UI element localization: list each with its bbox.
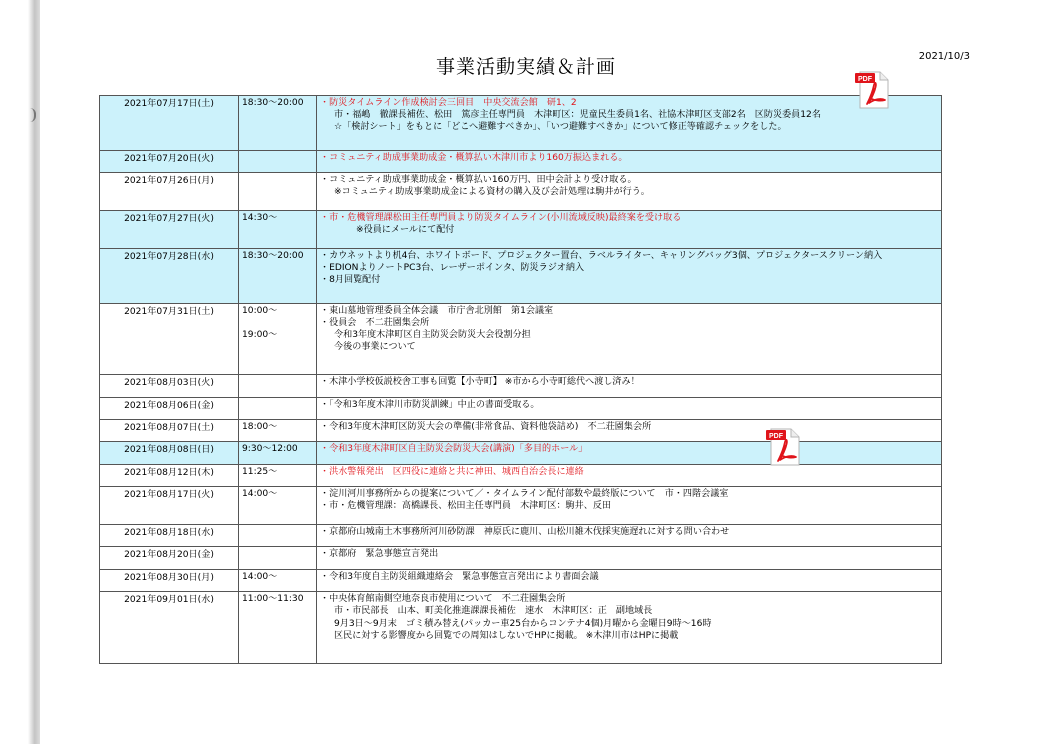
description-line: 区民に対する影響度から回覧での周知はしないでHPに掲載。 ※木津川市はHPに掲載 — [334, 630, 679, 641]
row-time — [239, 487, 317, 525]
row-time — [239, 547, 317, 569]
description-line: ・令和3年度木津町区防災大会の準備(非常食品、資料他袋詰め) 不二荘園集会所 — [320, 422, 652, 433]
table-row — [100, 487, 942, 525]
table-row — [100, 525, 942, 547]
row-time-text: 18:30～20:00 — [242, 98, 304, 108]
description-line: ・「令和3年度木津川市防災訓練」中止の書面受取る。 — [320, 399, 540, 410]
row-time-text: 14:30～ — [242, 213, 278, 224]
table-row — [100, 442, 942, 464]
table-row — [100, 303, 942, 375]
description-line: ・洪水警報発出 区四役に連絡と共に神田、城西自治会長に連絡 — [320, 466, 584, 477]
description-line: 今後の事業について — [334, 342, 416, 353]
table-row — [100, 592, 942, 664]
row-time-text: 14:00～ — [242, 489, 278, 500]
row-date: 2021年08月30日(月) — [100, 569, 239, 591]
description-line: ・8月回覧配付 — [320, 275, 381, 286]
table-row — [100, 173, 942, 211]
row-time — [239, 569, 317, 591]
row-time — [239, 525, 317, 547]
row-description — [317, 569, 942, 591]
row-time — [239, 442, 317, 464]
row-time — [239, 592, 317, 664]
row-description — [317, 525, 942, 547]
description-line: ※コミュニティ助成事業助成金による資材の購入及び会計処理は駒井が行う。 — [334, 187, 650, 198]
description-line: ※役員にメールにて配付 — [356, 225, 455, 236]
row-time-text: 10:00～ — [242, 305, 278, 316]
description-line: ☆「検討シート」をもとに「どこへ避難すべきか」、「いつ避難すべきか」について修正等確認チェックをした。 — [334, 122, 787, 133]
row-time — [239, 397, 317, 419]
row-date: 2021年07月27日(火) — [100, 211, 239, 249]
row-date: 2021年08月18日(水) — [100, 525, 239, 547]
row-date: 2021年08月07日(土) — [100, 420, 239, 442]
row-time-text: 9:30～12:00 — [242, 444, 298, 455]
description-line: ・市・危機管理課：高橋課長、松田主任専門員 木津町区：駒井、反田 — [320, 501, 612, 512]
table-row — [100, 464, 942, 486]
svg-text:PDF: PDF — [769, 433, 783, 440]
row-description — [317, 150, 942, 172]
description-line: ・カウネットより机4台、ホワイトボード、プロジェクター置台、ラベルライター、キャリングバッグ3個、プロジェクタースクリーン納入 — [320, 250, 883, 261]
row-time — [239, 173, 317, 211]
description-line: ・東山墓地管理委員全体会議 市庁舎北別館 第1会議室 — [320, 305, 554, 316]
row-time-text: 11:00～11:30 — [242, 594, 304, 605]
description-line: ・コミュニティ助成事業助成金・概算払い木津川市より160万振込まれる。 — [320, 152, 628, 163]
table-row — [100, 569, 942, 591]
row-time — [239, 211, 317, 249]
row-time — [239, 420, 317, 442]
row-date: 2021年07月26日(月) — [100, 173, 239, 211]
description-line: ・淀川河川事務所からの提案について／・タイムライン配付部数や最終版について 市・四階会議室 — [320, 489, 729, 500]
table-row — [100, 420, 942, 442]
row-date: 2021年09月01日(水) — [100, 592, 239, 664]
description-line: ・京都府山城南土木事務所河川砂防課 神原氏に鹿川、山松川雑木伐採実施遅れに対する問い合わせ — [320, 527, 730, 538]
row-time-text: 11:25～ — [242, 466, 278, 477]
row-time — [239, 464, 317, 486]
row-time — [239, 248, 317, 303]
row-time-text: 18:00～ — [242, 422, 278, 433]
table-row — [100, 375, 942, 397]
row-description — [317, 303, 942, 375]
row-time — [239, 375, 317, 397]
table-row — [100, 150, 942, 172]
row-description — [317, 592, 942, 664]
row-description — [317, 375, 942, 397]
description-line: ・京都府 緊急事態宣言発出 — [320, 549, 439, 560]
row-time-text: 14:00～ — [242, 571, 278, 582]
description-line: ・EDIONよりノートPC3台、レーザーポインタ、防災ラジオ納入 — [320, 263, 585, 274]
row-date: 2021年07月17日(土) — [100, 96, 239, 151]
pdf-file-icon[interactable] — [853, 68, 891, 110]
description-line: ・木津小学校仮説校舎工事も回覧【小寺町】 ※市から小寺町総代へ渡し済み！ — [320, 377, 640, 388]
table-row — [100, 96, 942, 151]
row-date: 2021年08月08日(日) — [100, 442, 239, 464]
description-line: 令和3年度木津町区自主防災会防災大会役割分担 — [334, 330, 531, 341]
description-line: ・市・危機管理課松田主任専門員より防災タイムライン(小川流域反映)最終案を受け取る — [320, 213, 682, 224]
row-time — [239, 96, 317, 151]
row-date: 2021年07月20日(火) — [100, 150, 239, 172]
row-description — [317, 248, 942, 303]
row-description — [317, 211, 942, 249]
table-row — [100, 397, 942, 419]
spacer — [242, 317, 313, 329]
row-date: 2021年07月31日(土) — [100, 303, 239, 375]
document-date: 2021/10/3 — [918, 51, 970, 62]
table-row — [100, 547, 942, 569]
description-line: 9月3日～9月末 ゴミ積み替え(パッカー車25台からコンテナ4個)月曜から金曜日9時～16時 — [334, 618, 712, 629]
row-date: 2021年07月28日(水) — [100, 248, 239, 303]
row-date: 2021年08月12日(木) — [100, 464, 239, 486]
row-description — [317, 547, 942, 569]
row-description — [317, 173, 942, 211]
svg-text:PDF: PDF — [858, 76, 872, 83]
activity-table — [99, 95, 942, 664]
row-description — [317, 397, 942, 419]
description-line: 市・市民部長 山本、町美化推進課課長補佐 速水 木津町区：正 副地域長 — [334, 606, 653, 617]
table-row — [100, 211, 942, 249]
row-description — [317, 420, 942, 442]
page-title: 事業活動実績＆計画 — [435, 56, 616, 78]
row-time-text: 18:30～20:00 — [242, 250, 304, 261]
row-description — [317, 442, 942, 464]
description-line: ・令和3年度自主防災組織連絡会 緊急事態宣言発出により書面会議 — [320, 571, 599, 582]
row-time — [239, 150, 317, 172]
row-date: 2021年08月06日(金) — [100, 397, 239, 419]
row-time-text: 19:00～ — [242, 330, 278, 341]
row-description — [317, 464, 942, 486]
row-description — [317, 96, 942, 151]
description-line: ・防災タイムライン作成検討会三回目 中央交流会館 研1、2 — [320, 98, 577, 108]
description-line: ・中央体育館南側空地奈良市使用について 不二荘園集会所 — [320, 594, 566, 605]
description-line: ・令和3年度木津町区自主防災会防災大会(講演)「多目的ホール」 — [320, 444, 588, 455]
row-date: 2021年08月17日(火) — [100, 487, 239, 525]
pdf-file-icon[interactable] — [764, 425, 802, 467]
description-line: ・役員会 不二荘園集会所 — [320, 317, 430, 328]
description-line: 市・福嶋 徹課長補佐、松田 篤彦主任専門員 木津町区：児童民生委員1名、社協木津町区支部2名 区防災委員12名 — [334, 110, 821, 121]
row-description — [317, 487, 942, 525]
table-row — [100, 248, 942, 303]
row-date: 2021年08月20日(金) — [100, 547, 239, 569]
row-date: 2021年08月03日(火) — [100, 375, 239, 397]
description-line: ・コミュニティ助成事業助成金・概算払い160万円、田中会計より受け取る。 — [320, 175, 637, 186]
row-time — [239, 303, 317, 375]
